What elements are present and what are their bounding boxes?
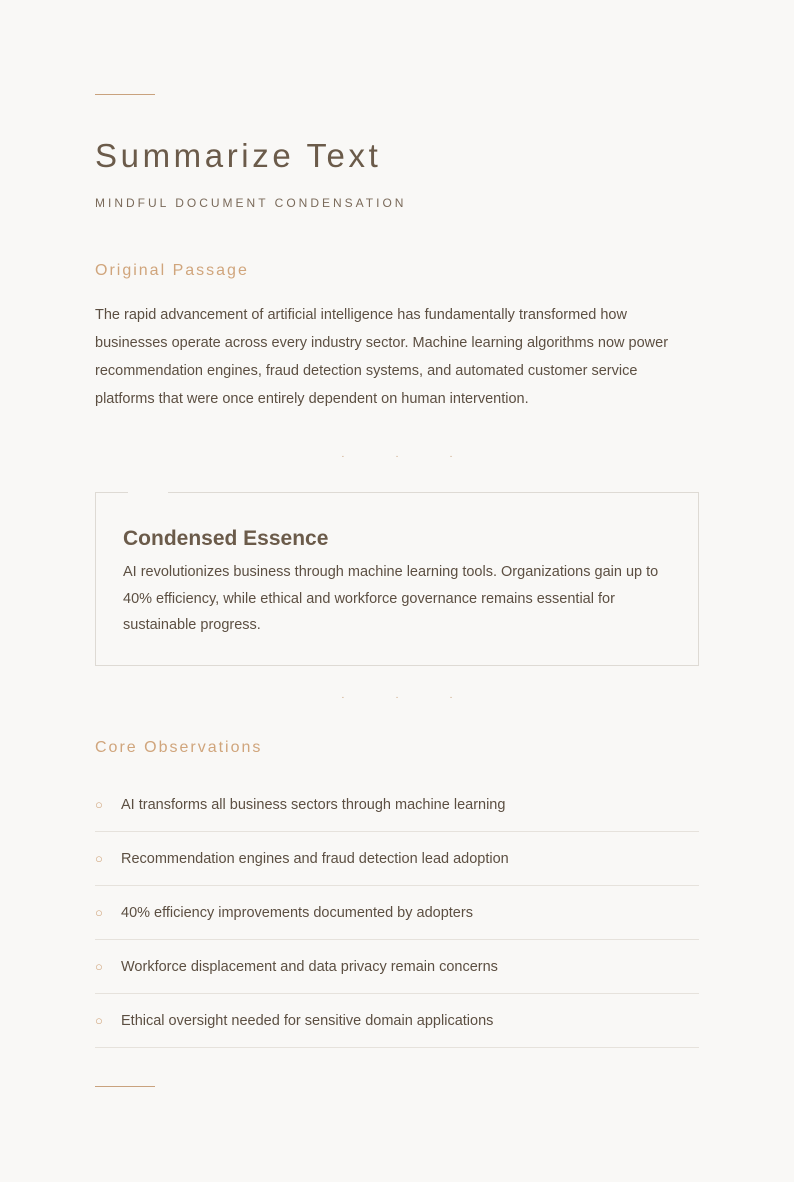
list-item xyxy=(95,940,699,994)
observation-text: Recommendation engines and fraud detection lead adoption xyxy=(121,851,509,867)
summary-text: AI revolutionizes business through machine learning tools. Organizations gain up to 40% efficiency, while ethical and workforce governance remains essential for sustainable progress. xyxy=(123,564,659,633)
card-notch xyxy=(128,492,168,494)
page-subtitle: MINDFUL DOCUMENT CONDENSATION xyxy=(95,196,407,210)
circle-bullet-icon: ○ xyxy=(95,851,103,866)
original-passage-text: The rapid advancement of artificial intelligence has fundamentally transformed how businesses operate across every industry sector. Machine learning algorithms now power recommendation engines, fraud detection systems, and automated customer service platforms that were once entirely dependent on human intervention. xyxy=(95,307,669,407)
circle-bullet-icon: ○ xyxy=(95,959,103,974)
observation-text: Ethical oversight needed for sensitive domain applications xyxy=(121,1013,494,1029)
section-divider: · · · xyxy=(341,451,477,462)
summary-title: Condensed Essence xyxy=(123,527,329,550)
circle-bullet-icon: ○ xyxy=(95,905,103,920)
list-item xyxy=(95,832,699,886)
top-accent-rule xyxy=(95,94,155,95)
observation-text: Workforce displacement and data privacy remain concerns xyxy=(121,959,498,975)
observation-text: 40% efficiency improvements documented by adopters xyxy=(121,905,473,921)
list-item xyxy=(95,778,699,832)
bottom-accent-rule xyxy=(95,1086,155,1087)
circle-bullet-icon: ○ xyxy=(95,1013,103,1028)
section-divider: · · · xyxy=(341,692,477,703)
list-item xyxy=(95,994,699,1048)
observation-text: AI transforms all business sectors through machine learning xyxy=(121,797,506,813)
summary-card xyxy=(95,492,699,666)
circle-bullet-icon: ○ xyxy=(95,797,103,812)
page-title: Summarize Text xyxy=(95,137,382,174)
original-passage-heading: Original Passage xyxy=(95,262,249,279)
list-item xyxy=(95,886,699,940)
observations-list xyxy=(95,778,699,1048)
core-observations-heading: Core Observations xyxy=(95,739,263,756)
